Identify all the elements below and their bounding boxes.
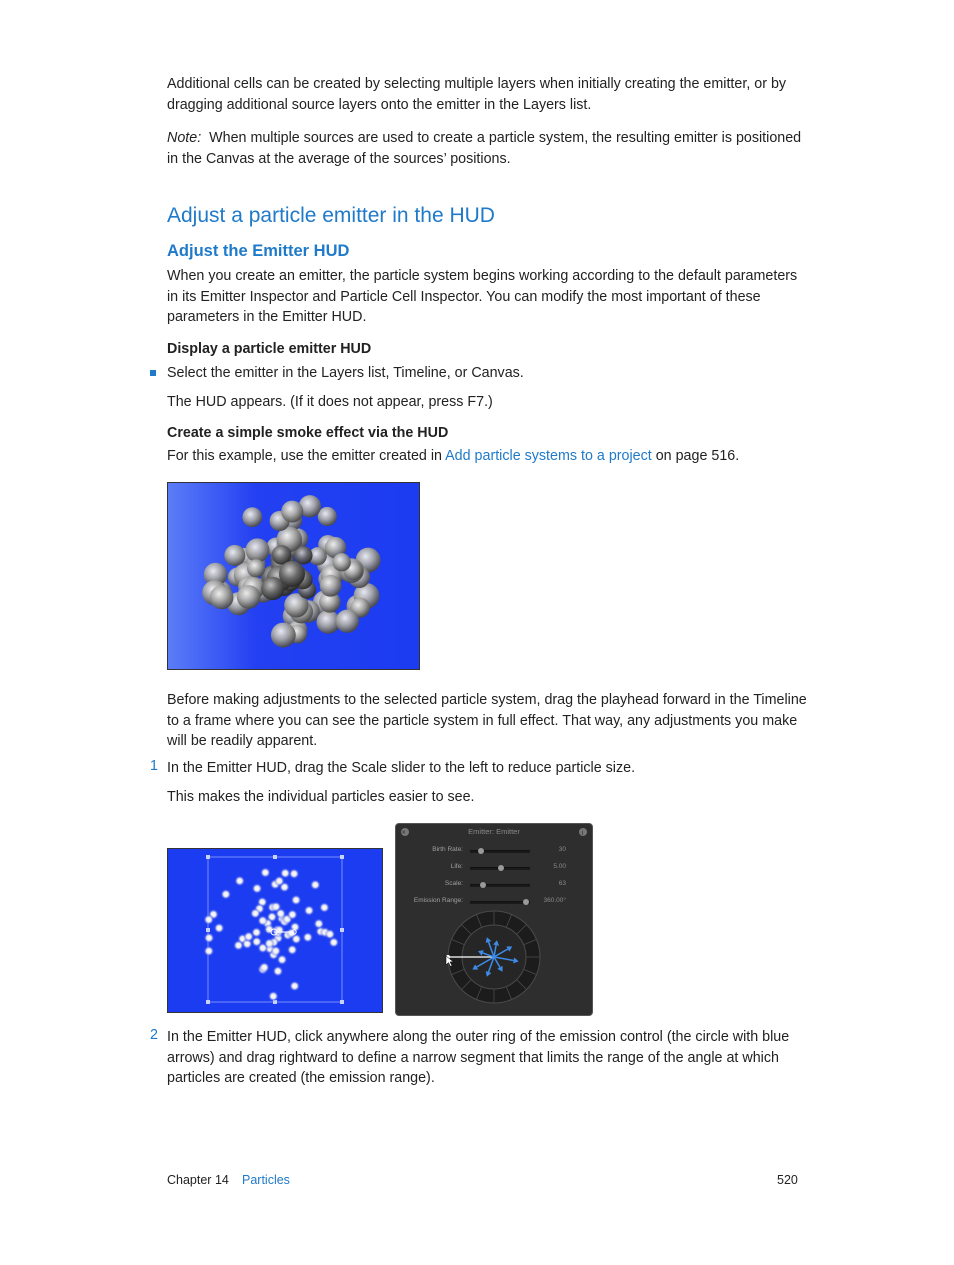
task2-heading: Create a simple smoke effect via the HUD (167, 425, 449, 441)
hud-row-value: 360.00° (543, 897, 566, 904)
particle (291, 895, 302, 906)
particle (275, 908, 286, 919)
particle (203, 946, 214, 957)
footer-chapter: Chapter 14 (167, 1173, 229, 1187)
page-number: 520 (777, 1173, 798, 1187)
step2-text: In the Emitter HUD, click anywhere along the outer ring of the emission control (the circle with blue arrows) and drag rightward to define a narrow segment that limits the range of the angle at which particles are created (the emission range). (167, 1029, 790, 1087)
particle (237, 585, 261, 609)
hud-row (396, 880, 592, 892)
slider-knob[interactable] (498, 865, 504, 871)
particle (224, 545, 245, 566)
particle (336, 610, 359, 633)
section-paragraph: When you create an emitter, the particle system begins working according to the default parameters in its Emitter Inspector and Particle Cell Inspector. You can modify the most important of these parameters in the Emitter HUD. (167, 268, 798, 326)
particle (274, 925, 285, 936)
particle (259, 962, 270, 973)
particle (287, 909, 298, 920)
footer-chapter-link[interactable]: Particles (242, 1173, 290, 1187)
step1-text: In the Emitter HUD, drag the Scale slider to the left to reduce particle size. (167, 760, 636, 776)
emission-control[interactable] (446, 911, 540, 1003)
slider-knob[interactable] (523, 899, 529, 905)
particle (247, 559, 265, 577)
particle (214, 923, 225, 934)
particle (319, 902, 330, 913)
note-text: When multiple sources are used to create a particle system, the resulting emitter is positioned in the Canvas at the average of the sources’ positions. (167, 130, 802, 167)
hud-row (396, 863, 592, 875)
particle (310, 879, 321, 890)
hud-row (396, 897, 592, 909)
particle (268, 991, 279, 1002)
particle (233, 940, 244, 951)
particle (203, 914, 214, 925)
particle (220, 889, 231, 900)
particle (210, 586, 234, 610)
particle (274, 876, 285, 887)
hud-row-value: 63 (558, 880, 566, 887)
hud-row-label: Emission Range: (413, 897, 463, 904)
particle (260, 867, 271, 878)
emitter-hud[interactable] (395, 823, 593, 1016)
slider-knob[interactable] (480, 882, 486, 888)
hud-row-label: Birth Rate: (432, 846, 463, 853)
task1-heading: Display a particle emitter HUD (167, 341, 372, 357)
step-number: 2 (150, 1027, 158, 1043)
section-title: Adjust a particle emitter in the HUD (167, 204, 495, 227)
particle (242, 507, 262, 527)
hud-row (396, 846, 592, 858)
particle (318, 507, 337, 526)
particle (252, 883, 263, 894)
particle (304, 905, 315, 916)
task2-intro-text: For this example, use the emitter created in (167, 448, 446, 464)
hud-slider[interactable] (470, 884, 530, 887)
particle (333, 553, 351, 571)
hud-row-label: Scale: (444, 880, 463, 887)
particle (289, 981, 300, 992)
particle (287, 944, 298, 955)
task1-bullet-text: Select the emitter in the Layers list, Timeline, or Canvas. (167, 365, 524, 381)
hud-row-label: Life: (450, 863, 463, 870)
hud-row-value: 5.00 (553, 863, 566, 870)
particle (234, 875, 245, 886)
step1-result: This makes the individual particles easier to see. (167, 789, 475, 805)
svg-text:×: × (401, 829, 406, 837)
intro-paragraph: Additional cells can be created by selecting multiple layers when initially creating the emitter, or by dragging additional source layers onto the emitter in the Layers list. (167, 76, 787, 113)
task2-intro (167, 446, 807, 467)
particle (271, 623, 296, 648)
section-subtitle: Adjust the Emitter HUD (167, 242, 350, 260)
particle (204, 932, 215, 943)
note-paragraph (167, 128, 807, 169)
particle (272, 966, 283, 977)
slider-knob[interactable] (478, 848, 484, 854)
svg-text:i: i (581, 829, 584, 837)
hud-slider[interactable] (470, 850, 530, 853)
task2-paragraph: Before making adjustments to the selected particle system, drag the playhead forward in the Timeline to a frame where you can see the particle system in full effect. That way, any adjustments you make will be readily apparent. (167, 692, 807, 750)
particle (302, 932, 313, 943)
hud-row-value: 30 (558, 846, 566, 853)
task1-result: The HUD appears. (If it does not appear, press F7.) (167, 394, 493, 410)
particle (264, 938, 275, 949)
hud-slider[interactable] (470, 867, 530, 870)
particle-center (279, 561, 305, 587)
particle-canvas-figure (167, 482, 420, 670)
task2-intro-suffix: on page 516. (651, 448, 740, 464)
hud-title: Emitter: Emitter (468, 827, 520, 836)
small-particles-figure (167, 848, 383, 1013)
hud-slider[interactable] (470, 901, 530, 904)
particle (245, 538, 269, 562)
particle (281, 501, 303, 523)
bullet-marker (150, 370, 156, 376)
step-number: 1 (150, 758, 158, 774)
particle (251, 927, 262, 938)
cross-reference-link[interactable]: Add particle systems to a project (445, 448, 652, 464)
particle (328, 937, 339, 948)
particle (250, 908, 261, 919)
note-label: Note: (167, 130, 202, 146)
particle (320, 575, 342, 597)
